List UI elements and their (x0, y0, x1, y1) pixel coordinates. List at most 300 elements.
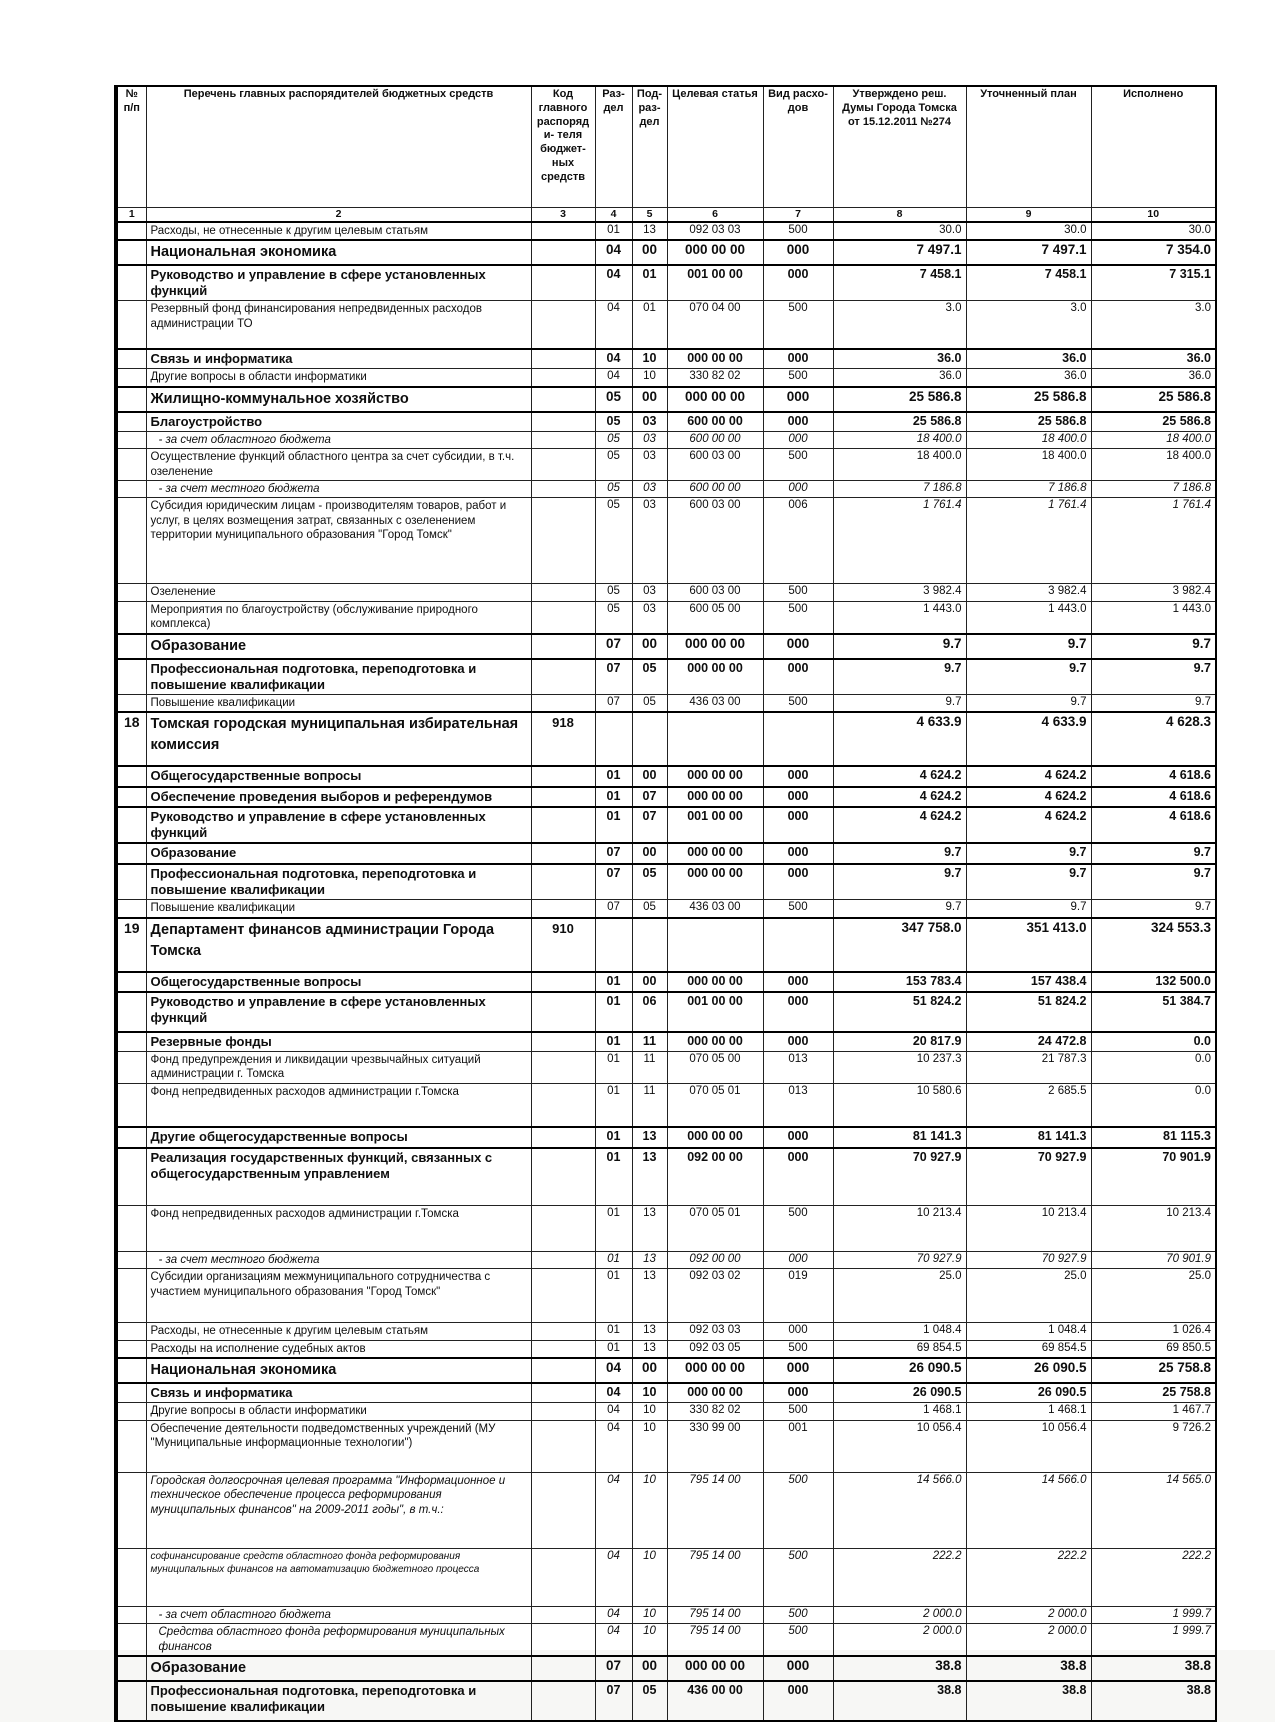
cell-vid: 000 (763, 431, 833, 448)
cell-plan: 10 213.4 (966, 1206, 1091, 1252)
cell-plan: 21 787.3 (966, 1052, 1091, 1084)
cell-executed: 9.7 (1091, 843, 1216, 863)
cell-sub: 10 (632, 1420, 667, 1472)
table-row (116, 1472, 1216, 1548)
table-row (116, 712, 1216, 766)
cell-num (116, 864, 146, 900)
cell-art: 600 00 00 (667, 431, 763, 448)
cell-executed: 9.7 (1091, 659, 1216, 695)
cell-executed: 9.7 (1091, 864, 1216, 900)
table-row (116, 369, 1216, 387)
cell-sec: 07 (595, 659, 632, 695)
cell-code (531, 1032, 595, 1052)
cell-sub: 00 (632, 1656, 667, 1681)
cell-approved: 2 000.0 (833, 1624, 966, 1656)
cell-approved: 38.8 (833, 1681, 966, 1721)
cell-sub: 05 (632, 659, 667, 695)
cell-sec: 05 (595, 584, 632, 601)
cell-executed: 51 384.7 (1091, 992, 1216, 1032)
table-row (116, 992, 1216, 1032)
cell-sub: 10 (632, 349, 667, 369)
cell-num (116, 807, 146, 844)
cell-code (531, 349, 595, 369)
cell-sec: 07 (595, 1681, 632, 1721)
cell-sub: 13 (632, 1340, 667, 1358)
cell-num (116, 1548, 146, 1606)
cell-executed: 70 901.9 (1091, 1252, 1216, 1269)
cell-executed: 7 186.8 (1091, 481, 1216, 498)
cell-executed: 132 500.0 (1091, 972, 1216, 992)
cell-art: 000 00 00 (667, 1656, 763, 1681)
cell-executed: 18 400.0 (1091, 449, 1216, 481)
cell-code (531, 449, 595, 481)
cell-executed: 4 618.6 (1091, 807, 1216, 844)
cell-art: 092 03 05 (667, 1340, 763, 1358)
cell-plan: 9.7 (966, 843, 1091, 863)
cell-name: Повышение квалификации (146, 695, 531, 713)
col-number-10: 10 (1091, 208, 1216, 222)
cell-sub: 03 (632, 584, 667, 601)
cell-name: Субсидии организациям межмуниципального сотрудничества с участием муниципального образования "Город Томск" (146, 1269, 531, 1323)
cell-name: Другие общегосударственные вопросы (146, 1127, 531, 1147)
cell-art: 436 00 00 (667, 1681, 763, 1721)
cell-vid: 000 (763, 1358, 833, 1383)
cell-art: 436 03 00 (667, 695, 763, 713)
cell-sec: 05 (595, 498, 632, 584)
cell-plan: 9.7 (966, 634, 1091, 659)
cell-code (531, 864, 595, 900)
cell-approved: 36.0 (833, 369, 966, 387)
cell-code (531, 843, 595, 863)
cell-plan: 1 761.4 (966, 498, 1091, 584)
cell-approved: 2 000.0 (833, 1606, 966, 1623)
cell-num (116, 1083, 146, 1127)
cell-art (667, 918, 763, 972)
cell-name: Средства областного фонда реформирования муниципальных финансов (146, 1624, 531, 1656)
table-row (116, 1624, 1216, 1656)
cell-plan: 14 566.0 (966, 1472, 1091, 1548)
cell-code (531, 369, 595, 387)
cell-plan: 4 633.9 (966, 712, 1091, 766)
table-row (116, 843, 1216, 863)
cell-num (116, 1127, 146, 1147)
table-row (116, 449, 1216, 481)
cell-art: 795 14 00 (667, 1606, 763, 1623)
cell-sub (632, 712, 667, 766)
cell-code (531, 1269, 595, 1323)
cell-code (531, 1252, 595, 1269)
cell-sub: 06 (632, 992, 667, 1032)
cell-name: Общегосударственные вопросы (146, 766, 531, 786)
cell-name: Повышение квалификации (146, 900, 531, 918)
cell-executed: 3.0 (1091, 301, 1216, 349)
cell-art: 600 03 00 (667, 584, 763, 601)
cell-sub: 10 (632, 1624, 667, 1656)
cell-sec: 04 (595, 265, 632, 301)
cell-art: 000 00 00 (667, 1127, 763, 1147)
cell-art: 000 00 00 (667, 1032, 763, 1052)
table-row (116, 1403, 1216, 1420)
cell-name: Реализация государственных функций, связанных с общегосударственным управлением (146, 1148, 531, 1206)
cell-art: 795 14 00 (667, 1472, 763, 1548)
table-row (116, 1420, 1216, 1472)
cell-num (116, 1032, 146, 1052)
cell-sec: 04 (595, 1472, 632, 1548)
cell-name: софинансирование средств областного фонда реформирования муниципальных финансов на автоматизацию бюджетного процесса (146, 1548, 531, 1606)
cell-executed: 0.0 (1091, 1032, 1216, 1052)
cell-name: Руководство и управление в сфере установленных функций (146, 992, 531, 1032)
cell-art: 000 00 00 (667, 766, 763, 786)
table-row (116, 766, 1216, 786)
table-row (116, 1252, 1216, 1269)
cell-art: 600 00 00 (667, 481, 763, 498)
cell-vid: 000 (763, 412, 833, 432)
cell-name: Городская долгосрочная целевая программа "Информационное и техническое обеспечение процесса реформирования муниципальных финансов" на 2009-2011 годы", в т.ч.: (146, 1472, 531, 1548)
cell-approved: 10 056.4 (833, 1420, 966, 1472)
cell-approved: 4 624.2 (833, 766, 966, 786)
cell-num (116, 992, 146, 1032)
cell-executed: 36.0 (1091, 369, 1216, 387)
table-row (116, 634, 1216, 659)
table-row (116, 1656, 1216, 1681)
cell-code (531, 412, 595, 432)
cell-art: 070 04 00 (667, 301, 763, 349)
table-row (116, 412, 1216, 432)
cell-vid: 000 (763, 387, 833, 412)
cell-sub: 03 (632, 449, 667, 481)
col-number-2: 2 (146, 208, 531, 222)
cell-code (531, 240, 595, 265)
cell-sub: 13 (632, 1323, 667, 1340)
col-number-4: 4 (595, 208, 632, 222)
cell-num (116, 431, 146, 448)
cell-vid: 000 (763, 1383, 833, 1403)
cell-num (116, 1606, 146, 1623)
cell-plan: 7 497.1 (966, 240, 1091, 265)
cell-approved: 26 090.5 (833, 1383, 966, 1403)
cell-name: Образование (146, 634, 531, 659)
cell-executed: 25 758.8 (1091, 1383, 1216, 1403)
cell-sec: 01 (595, 1323, 632, 1340)
cell-executed: 1 026.4 (1091, 1323, 1216, 1340)
cell-sub: 13 (632, 1206, 667, 1252)
cell-num (116, 1206, 146, 1252)
cell-num (116, 1052, 146, 1084)
cell-executed: 0.0 (1091, 1083, 1216, 1127)
cell-sec: 01 (595, 1127, 632, 1147)
cell-sec: 04 (595, 1358, 632, 1383)
cell-sec: 01 (595, 1148, 632, 1206)
cell-num (116, 1472, 146, 1548)
cell-vid (763, 712, 833, 766)
cell-plan: 38.8 (966, 1656, 1091, 1681)
cell-code (531, 1606, 595, 1623)
cell-code (531, 431, 595, 448)
cell-vid: 000 (763, 659, 833, 695)
cell-approved: 10 580.6 (833, 1083, 966, 1127)
cell-plan: 36.0 (966, 369, 1091, 387)
cell-sec: 07 (595, 900, 632, 918)
cell-plan: 26 090.5 (966, 1383, 1091, 1403)
cell-sec: 04 (595, 1548, 632, 1606)
table-row (116, 1606, 1216, 1623)
cell-sec: 07 (595, 634, 632, 659)
cell-vid: 000 (763, 1323, 833, 1340)
table-row (116, 498, 1216, 584)
cell-sec: 01 (595, 1083, 632, 1127)
cell-num (116, 1681, 146, 1721)
cell-vid: 500 (763, 695, 833, 713)
table-row (116, 787, 1216, 807)
cell-art: 070 05 01 (667, 1083, 763, 1127)
cell-num (116, 1420, 146, 1472)
cell-plan: 2 000.0 (966, 1624, 1091, 1656)
cell-sec: 07 (595, 843, 632, 863)
cell-approved: 153 783.4 (833, 972, 966, 992)
cell-sec: 01 (595, 992, 632, 1032)
cell-code (531, 222, 595, 240)
cell-sub: 10 (632, 1606, 667, 1623)
cell-art: 001 00 00 (667, 807, 763, 844)
cell-art: 600 00 00 (667, 412, 763, 432)
cell-code (531, 1548, 595, 1606)
cell-art: 001 00 00 (667, 265, 763, 301)
cell-name: - за счет местного бюджета (146, 481, 531, 498)
cell-vid: 000 (763, 1127, 833, 1147)
cell-name: Профессиональная подготовка, переподготовка и повышение квалификации (146, 659, 531, 695)
cell-code (531, 766, 595, 786)
cell-sub: 03 (632, 431, 667, 448)
table-row (116, 387, 1216, 412)
cell-vid: 500 (763, 301, 833, 349)
cell-executed: 10 213.4 (1091, 1206, 1216, 1252)
cell-approved: 9.7 (833, 634, 966, 659)
cell-vid: 000 (763, 481, 833, 498)
cell-plan: 9.7 (966, 900, 1091, 918)
cell-name: Фонд непредвиденных расходов администрации г.Томска (146, 1206, 531, 1252)
cell-code (531, 695, 595, 713)
cell-art: 000 00 00 (667, 787, 763, 807)
cell-name: Томская городская муниципальная избирательная комиссия (146, 712, 531, 766)
cell-num (116, 695, 146, 713)
cell-name: Обеспечение деятельности подведомственных учреждений (МУ "Муниципальные информационные технологии") (146, 1420, 531, 1472)
cell-vid: 000 (763, 349, 833, 369)
cell-vid: 006 (763, 498, 833, 584)
cell-plan: 3 982.4 (966, 584, 1091, 601)
cell-code: 910 (531, 918, 595, 972)
table-row (116, 1052, 1216, 1084)
table-row (116, 222, 1216, 240)
cell-executed: 7 315.1 (1091, 265, 1216, 301)
cell-executed: 4 618.6 (1091, 766, 1216, 786)
col-number-6: 6 (667, 208, 763, 222)
cell-executed: 69 850.5 (1091, 1340, 1216, 1358)
cell-art: 600 03 00 (667, 498, 763, 584)
cell-num (116, 1323, 146, 1340)
cell-art: 000 00 00 (667, 1383, 763, 1403)
cell-vid: 000 (763, 972, 833, 992)
cell-executed: 3 982.4 (1091, 584, 1216, 601)
cell-plan: 7 186.8 (966, 481, 1091, 498)
cell-vid: 500 (763, 1472, 833, 1548)
cell-executed: 9 726.2 (1091, 1420, 1216, 1472)
cell-name: Руководство и управление в сфере установленных функций (146, 807, 531, 844)
cell-executed: 9.7 (1091, 900, 1216, 918)
cell-approved: 9.7 (833, 900, 966, 918)
cell-approved: 1 468.1 (833, 1403, 966, 1420)
cell-sec: 04 (595, 1420, 632, 1472)
cell-code (531, 498, 595, 584)
cell-num (116, 601, 146, 633)
cell-vid: 000 (763, 766, 833, 786)
cell-name: - за счет местного бюджета (146, 1252, 531, 1269)
cell-executed: 1 999.7 (1091, 1624, 1216, 1656)
cell-approved: 9.7 (833, 659, 966, 695)
col-number-1: 1 (116, 208, 146, 222)
cell-plan: 51 824.2 (966, 992, 1091, 1032)
table-row (116, 1083, 1216, 1127)
cell-plan: 9.7 (966, 864, 1091, 900)
cell-approved: 18 400.0 (833, 431, 966, 448)
cell-executed: 70 901.9 (1091, 1148, 1216, 1206)
cell-sec: 04 (595, 1403, 632, 1420)
cell-sec: 04 (595, 1606, 632, 1623)
cell-code (531, 1083, 595, 1127)
table-row (116, 1323, 1216, 1340)
cell-plan: 1 443.0 (966, 601, 1091, 633)
cell-vid (763, 918, 833, 972)
cell-executed: 9.7 (1091, 695, 1216, 713)
col-number-5: 5 (632, 208, 667, 222)
cell-vid: 000 (763, 843, 833, 863)
cell-vid: 500 (763, 1340, 833, 1358)
cell-plan: 30.0 (966, 222, 1091, 240)
cell-executed: 36.0 (1091, 349, 1216, 369)
cell-num (116, 1656, 146, 1681)
cell-sec: 07 (595, 695, 632, 713)
cell-sub: 11 (632, 1052, 667, 1084)
cell-sec: 07 (595, 1656, 632, 1681)
cell-art: 000 00 00 (667, 634, 763, 659)
col-header-name: Перечень главных распорядителей бюджетных средств (146, 86, 531, 208)
cell-plan: 2 000.0 (966, 1606, 1091, 1623)
cell-code (531, 1052, 595, 1084)
cell-sub: 00 (632, 634, 667, 659)
cell-art: 000 00 00 (667, 349, 763, 369)
cell-executed: 1 999.7 (1091, 1606, 1216, 1623)
cell-sub: 00 (632, 1358, 667, 1383)
table-row (116, 301, 1216, 349)
table-row (116, 1206, 1216, 1252)
cell-executed: 30.0 (1091, 222, 1216, 240)
cell-name: Национальная экономика (146, 1358, 531, 1383)
cell-name: Связь и информатика (146, 349, 531, 369)
col-header-vid: Вид расхо- дов (763, 86, 833, 208)
cell-approved: 1 443.0 (833, 601, 966, 633)
cell-sec: 05 (595, 481, 632, 498)
cell-art: 092 03 03 (667, 1323, 763, 1340)
cell-approved: 1 761.4 (833, 498, 966, 584)
cell-plan: 4 624.2 (966, 766, 1091, 786)
cell-executed: 7 354.0 (1091, 240, 1216, 265)
cell-executed: 1 443.0 (1091, 601, 1216, 633)
cell-num (116, 349, 146, 369)
cell-vid: 000 (763, 240, 833, 265)
cell-plan: 26 090.5 (966, 1358, 1091, 1383)
cell-num (116, 1624, 146, 1656)
cell-num (116, 1358, 146, 1383)
cell-vid: 013 (763, 1083, 833, 1127)
cell-num (116, 412, 146, 432)
cell-approved: 9.7 (833, 864, 966, 900)
cell-approved: 7 458.1 (833, 265, 966, 301)
cell-num (116, 481, 146, 498)
table-row (116, 1358, 1216, 1383)
table-row (116, 972, 1216, 992)
cell-plan: 25 586.8 (966, 412, 1091, 432)
cell-num (116, 634, 146, 659)
col-header-sec: Раз- дел (595, 86, 632, 208)
cell-art: 070 05 01 (667, 1206, 763, 1252)
cell-sec: 01 (595, 1340, 632, 1358)
cell-approved: 1 048.4 (833, 1323, 966, 1340)
cell-art (667, 712, 763, 766)
cell-sub: 10 (632, 1472, 667, 1548)
cell-sub: 00 (632, 766, 667, 786)
cell-code (531, 1148, 595, 1206)
cell-approved: 4 624.2 (833, 787, 966, 807)
table-row (116, 1383, 1216, 1403)
cell-sec: 01 (595, 766, 632, 786)
cell-sec: 01 (595, 972, 632, 992)
cell-sub: 05 (632, 695, 667, 713)
cell-plan: 25 586.8 (966, 387, 1091, 412)
cell-art: 000 00 00 (667, 972, 763, 992)
table-row (116, 900, 1216, 918)
cell-sec: 01 (595, 1269, 632, 1323)
cell-code (531, 601, 595, 633)
cell-code (531, 1681, 595, 1721)
cell-num (116, 584, 146, 601)
cell-art: 600 03 00 (667, 449, 763, 481)
cell-approved: 222.2 (833, 1548, 966, 1606)
cell-code (531, 265, 595, 301)
cell-vid: 000 (763, 787, 833, 807)
cell-art: 000 00 00 (667, 864, 763, 900)
col-number-3: 3 (531, 208, 595, 222)
cell-executed: 25 586.8 (1091, 387, 1216, 412)
col-header-plan: Уточненный план (966, 86, 1091, 208)
cell-plan: 18 400.0 (966, 431, 1091, 448)
cell-vid: 500 (763, 1548, 833, 1606)
cell-sub: 03 (632, 481, 667, 498)
col-number-7: 7 (763, 208, 833, 222)
cell-approved: 25 586.8 (833, 387, 966, 412)
cell-name: Расходы, не отнесенные к другим целевым статьям (146, 222, 531, 240)
cell-sub: 07 (632, 807, 667, 844)
cell-vid: 500 (763, 449, 833, 481)
cell-executed: 9.7 (1091, 634, 1216, 659)
cell-plan: 1 048.4 (966, 1323, 1091, 1340)
cell-name: Жилищно-коммунальное хозяйство (146, 387, 531, 412)
cell-num (116, 265, 146, 301)
cell-executed: 1 467.7 (1091, 1403, 1216, 1420)
cell-num (116, 900, 146, 918)
cell-approved: 9.7 (833, 695, 966, 713)
cell-vid: 000 (763, 1032, 833, 1052)
cell-approved: 14 566.0 (833, 1472, 966, 1548)
col-header-num: № п/п (116, 86, 146, 208)
